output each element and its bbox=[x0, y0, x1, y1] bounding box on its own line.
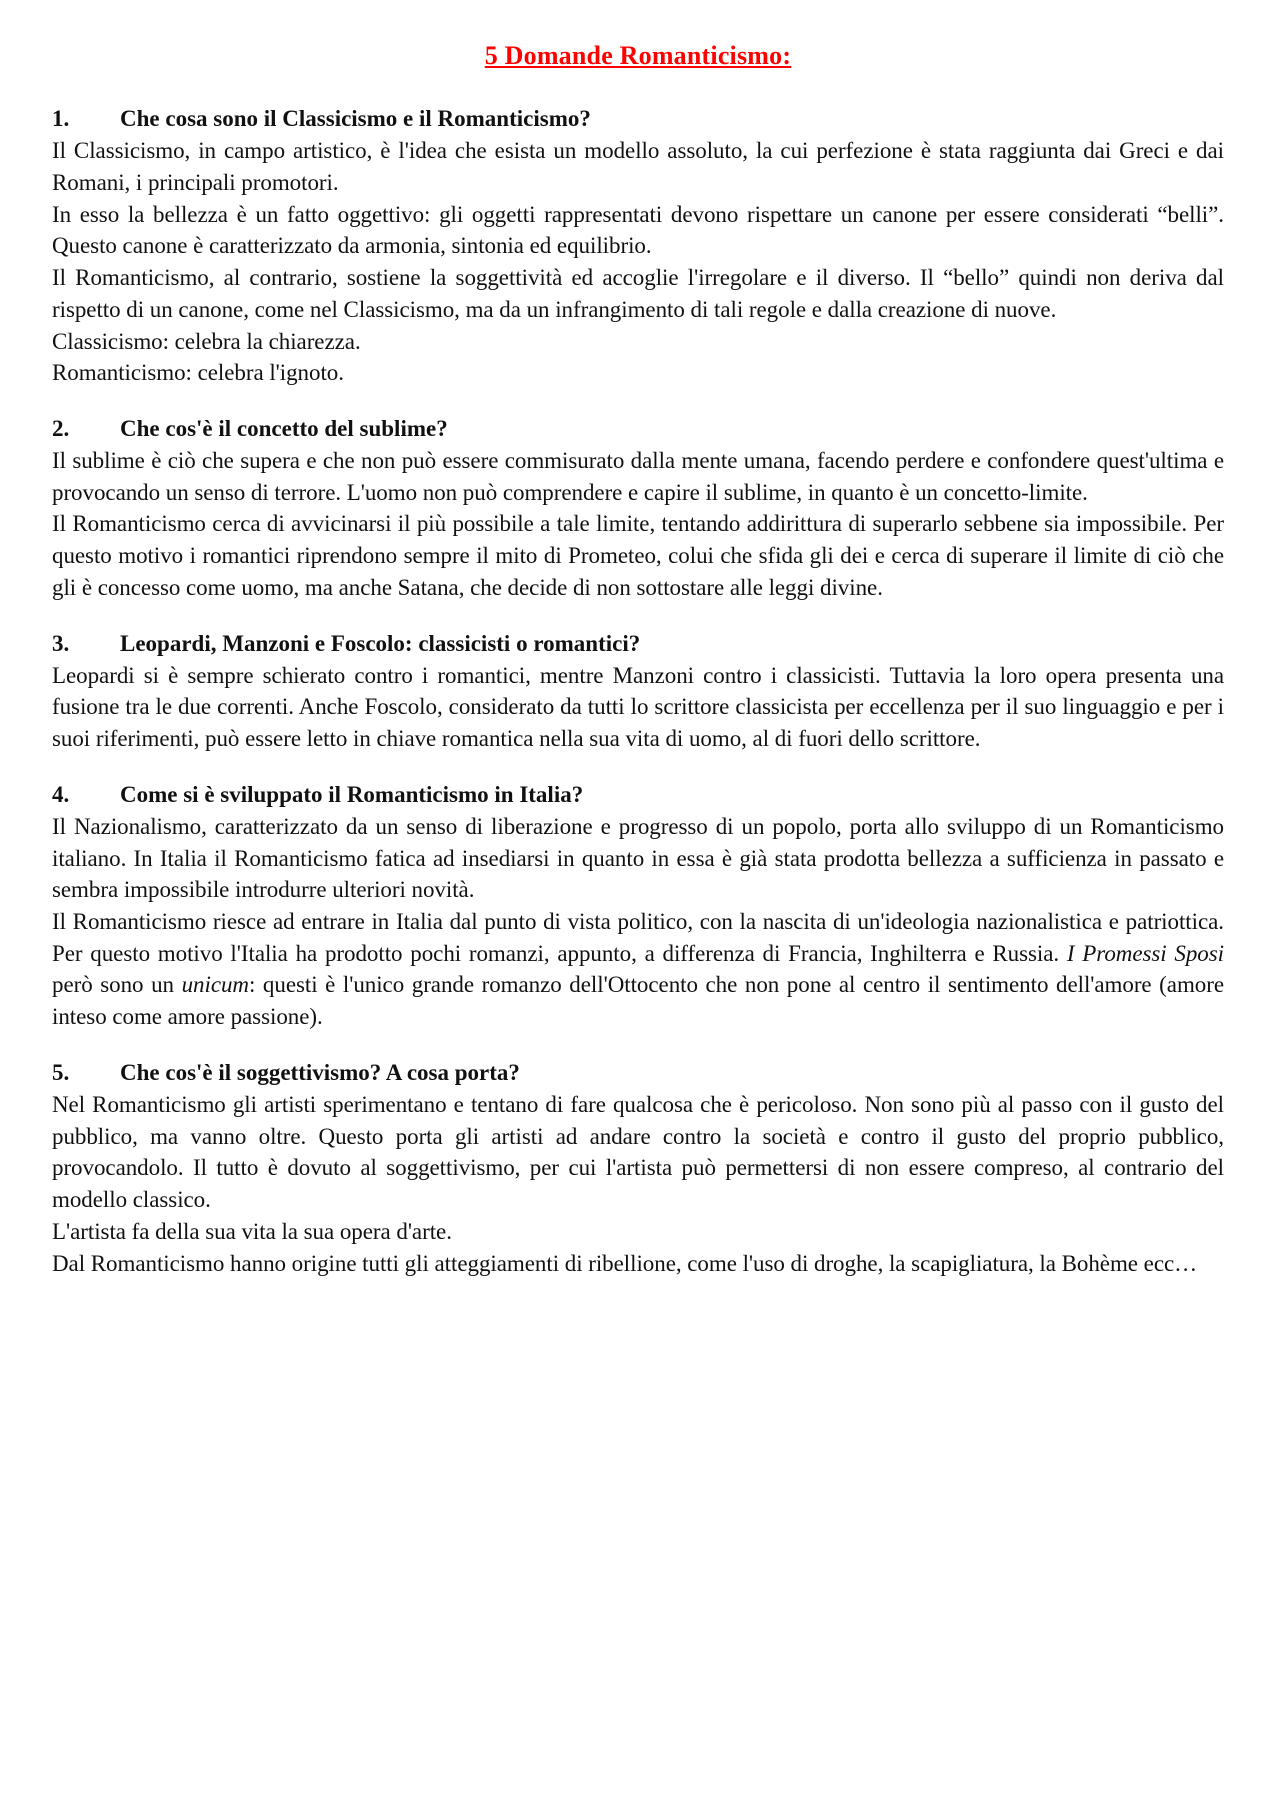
question-heading-5 bbox=[52, 1059, 1224, 1088]
answer-paragraph: In esso la bellezza è un fatto oggettivo: gli oggetti rappresentati devono rispettare un canone per essere considerati “belli”. Questo canone è caratterizzato da armonia, sintonia ed equilibrio. bbox=[52, 201, 1224, 259]
question-text-1: Che cosa sono il Classicismo e il Romanticismo? bbox=[120, 106, 591, 132]
italic-title-promessi-sposi: I Promessi Sposi bbox=[1066, 940, 1224, 966]
question-number-4: 4. bbox=[52, 781, 70, 807]
qa-section-5 bbox=[52, 1059, 1224, 1279]
question-number-1: 1. bbox=[52, 106, 70, 132]
question-text-5: Che cos'è il soggettivismo? A cosa porta? bbox=[120, 1059, 520, 1085]
italic-term-unicum: unicum bbox=[181, 972, 249, 998]
answer-body-1 bbox=[52, 135, 1224, 389]
qa-section-1 bbox=[52, 105, 1224, 389]
qa-section-2 bbox=[52, 415, 1224, 604]
question-heading-4 bbox=[52, 781, 1224, 810]
rich-text-after: : questi è l'unico grande romanzo dell'Ottocento che non pone al centro il sentimento dell'amore (amore inteso come amore passione). bbox=[52, 972, 1224, 1030]
answer-body-5 bbox=[52, 1089, 1224, 1279]
answer-paragraph: L'artista fa della sua vita la sua opera d'arte. bbox=[52, 1218, 452, 1244]
rich-text-before: Il Romanticismo riesce ad entrare in Italia dal punto di vista politico, con la nascita di un'ideologia nazionalistica e patriottica. Per questo motivo l'Italia ha prodotto pochi romanzi, appunto, a differenza di Francia, Inghilterra e Russia. bbox=[52, 909, 1224, 966]
rich-text-middle: però sono un bbox=[52, 972, 182, 998]
answer-body-4 bbox=[52, 811, 1224, 1033]
page-title: 5 Domande Romanticismo: bbox=[484, 41, 792, 70]
answer-paragraph: Classicismo: celebra la chiarezza. bbox=[52, 328, 361, 354]
answer-paragraph: Nel Romanticismo gli artisti sperimentano e tentano di fare qualcosa che è pericoloso. Non sono più al passo con il gusto del pubblico, ma vanno oltre. Questo porta gli artisti ad andare contro la società e contro il gusto del proprio pubblico, provocandolo. Il tutto è dovuto al soggettivismo, per cui l'artista può permettersi di non essere compreso, al contrario del modello classico. bbox=[52, 1091, 1224, 1213]
question-number-2: 2. bbox=[52, 416, 70, 442]
answer-paragraph: Leopardi si è sempre schierato contro i romantici, mentre Manzoni contro i classicisti. Tuttavia la loro opera presenta una fusione tra le due correnti. Anche Foscolo, considerato da tutti lo scrittore classicista per eccellenza per il suo linguaggio e per i suoi riferimenti, può essere letto in chiave romantica nella sua vita di uomo, al di fuori dello scrittore. bbox=[52, 662, 1224, 752]
question-number-3: 3. bbox=[52, 630, 70, 656]
answer-body-3 bbox=[52, 660, 1224, 755]
question-text-2: Che cos'è il concetto del sublime? bbox=[120, 416, 448, 442]
qa-section-4 bbox=[52, 781, 1224, 1033]
answer-paragraph-rich bbox=[52, 906, 1224, 1033]
answer-paragraph: Il Classicismo, in campo artistico, è l'idea che esista un modello assoluto, la cui perfezione è stata raggiunta dai Greci e dai Romani, i principali promotori. bbox=[52, 138, 1224, 195]
answer-paragraph: Il sublime è ciò che supera e che non può essere commisurato dalla mente umana, facendo perdere e confondere quest'ultima e provocando un senso di terrore. L'uomo non può comprendere e capire il sublime, in quanto è un concetto-limite. bbox=[52, 448, 1224, 505]
question-heading-1 bbox=[52, 105, 1224, 134]
answer-body-2 bbox=[52, 445, 1224, 604]
answer-paragraph: Romanticismo: celebra l'ignoto. bbox=[52, 360, 344, 386]
question-heading-2 bbox=[52, 415, 1224, 444]
qa-section-3 bbox=[52, 630, 1224, 755]
question-number-5: 5. bbox=[52, 1059, 70, 1085]
answer-paragraph: Il Romanticismo cerca di avvicinarsi il più possibile a tale limite, tentando addirittura di superarlo sebbene sia impossibile. Per questo motivo i romantici riprendono sempre il mito di Prometeo, colui che sfida gli dei e cerca di superare il limite di ciò che gli è concesso come uomo, ma anche Satana, che decide di non sottostare alle leggi divine. bbox=[52, 511, 1224, 600]
answer-paragraph: Il Romanticismo, al contrario, sostiene la soggettività ed accoglie l'irregolare e il diverso. Il “bello” quindi non deriva dal rispetto di un canone, come nel Classicismo, ma da un infrangimento di tali regole e dalla creazione di nuove. bbox=[52, 265, 1224, 322]
question-text-3: Leopardi, Manzoni e Foscolo: classicisti o romantici? bbox=[120, 630, 641, 656]
answer-paragraph: Dal Romanticismo hanno origine tutti gli atteggiamenti di ribellione, come l'uso di droghe, la scapigliatura, la Bohème ecc… bbox=[52, 1250, 1198, 1276]
question-text-4: Come si è sviluppato il Romanticismo in Italia? bbox=[120, 781, 584, 807]
answer-paragraph: Il Nazionalismo, caratterizzato da un senso di liberazione e progresso di un popolo, porta allo sviluppo di un Romanticismo italiano. In Italia il Romanticismo fatica ad insediarsi in quanto in essa è già stata prodotta bellezza a sufficienza in passato e sembra impossibile introdurre ulteriori novità. bbox=[52, 813, 1224, 903]
question-heading-3 bbox=[52, 630, 1224, 659]
